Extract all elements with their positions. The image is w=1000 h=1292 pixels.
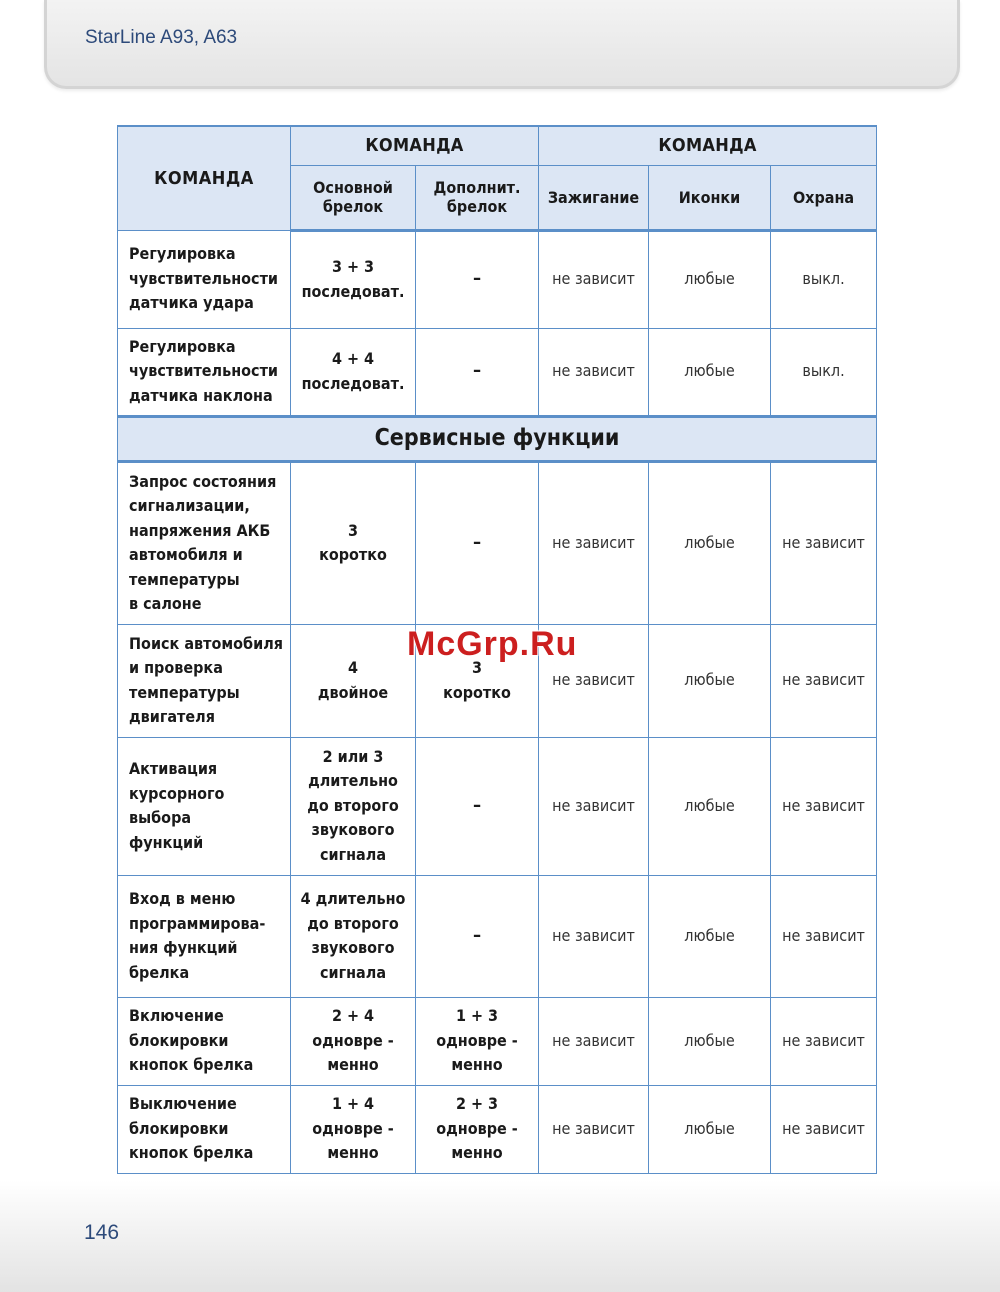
row-extra-fob: 2 + 3 одновре - менно [416,1085,539,1173]
row-guard: не зависит [771,875,877,997]
row-icons: любые [649,997,771,1085]
row-extra-fob: – [416,737,539,875]
row-main-fob: 2 или 3 длительно до второго звукового сигнала [291,737,416,875]
table-row [118,230,877,328]
row-guard: выкл. [771,328,877,416]
row-extra-fob: 1 + 3 одновре - менно [416,997,539,1085]
table-row [118,997,877,1085]
page-header [44,0,960,89]
row-command-name: Запрос состояния сигнализации, напряжения АКБ автомобиля и температуры в салоне [118,461,291,624]
row-icons: любые [649,230,771,328]
row-ignition: не зависит [539,624,649,737]
row-command-name: Поиск автомобиля и проверка температуры двигателя [118,624,291,737]
row-icons: любые [649,1085,771,1173]
table-row [118,737,877,875]
row-ignition: не зависит [539,328,649,416]
section-title: Сервисные функции [118,416,877,461]
row-guard: не зависит [771,1085,877,1173]
row-main-fob: 1 + 4 одновре - менно [291,1085,416,1173]
row-command-name: Выключение блокировки кнопок брелка [118,1085,291,1173]
row-extra-fob: – [416,461,539,624]
table-row [118,328,877,416]
row-main-fob: 3 коротко [291,461,416,624]
row-guard: не зависит [771,737,877,875]
row-guard: выкл. [771,230,877,328]
row-main-fob: 2 + 4 одновре - менно [291,997,416,1085]
row-icons: любые [649,875,771,997]
row-ignition: не зависит [539,737,649,875]
row-icons: любые [649,737,771,875]
header-title: StarLine A93, A63 [85,27,238,48]
row-ignition: не зависит [539,875,649,997]
header-ignition: Зажигание [539,165,649,230]
row-command-name: Активация курсорного выбора функций [118,737,291,875]
row-main-fob: 4 двойное [291,624,416,737]
header-guard: Охрана [771,165,877,230]
row-command-name: Вход в меню программирова- ния функций брелка [118,875,291,997]
row-icons: любые [649,328,771,416]
header-main-fob: Основной брелок [291,165,416,230]
row-extra-fob: – [416,230,539,328]
header-command: КОМАНДА [118,126,291,230]
row-guard: не зависит [771,461,877,624]
header-group-fobs: КОМАНДА [291,126,539,165]
row-command-name: Регулировка чувствительности датчика наклона [118,328,291,416]
page-footer [0,1180,1000,1292]
header-extra-fob: Дополнит. брелок [416,165,539,230]
row-icons: любые [649,624,771,737]
row-ignition: не зависит [539,1085,649,1173]
page-number: 146 [84,1221,120,1244]
row-icons: любые [649,461,771,624]
row-extra-fob: – [416,875,539,997]
row-main-fob: 3 + 3 последоват. [291,230,416,328]
row-ignition: не зависит [539,230,649,328]
row-guard: не зависит [771,997,877,1085]
row-command-name: Включение блокировки кнопок брелка [118,997,291,1085]
row-command-name: Регулировка чувствительности датчика удара [118,230,291,328]
row-extra-fob: – [416,328,539,416]
row-guard: не зависит [771,624,877,737]
table-row [118,461,877,624]
table-row [118,875,877,997]
row-extra-fob: 3 коротко [416,624,539,737]
section-row [118,416,877,461]
header-group-conditions: КОМАНДА [539,126,877,165]
row-ignition: не зависит [539,997,649,1085]
row-main-fob: 4 длительно до второго звукового сигнала [291,875,416,997]
header-icons: Иконки [649,165,771,230]
table-row [118,1085,877,1173]
row-main-fob: 4 + 4 последоват. [291,328,416,416]
row-ignition: не зависит [539,461,649,624]
watermark: McGrp.Ru [407,625,578,663]
